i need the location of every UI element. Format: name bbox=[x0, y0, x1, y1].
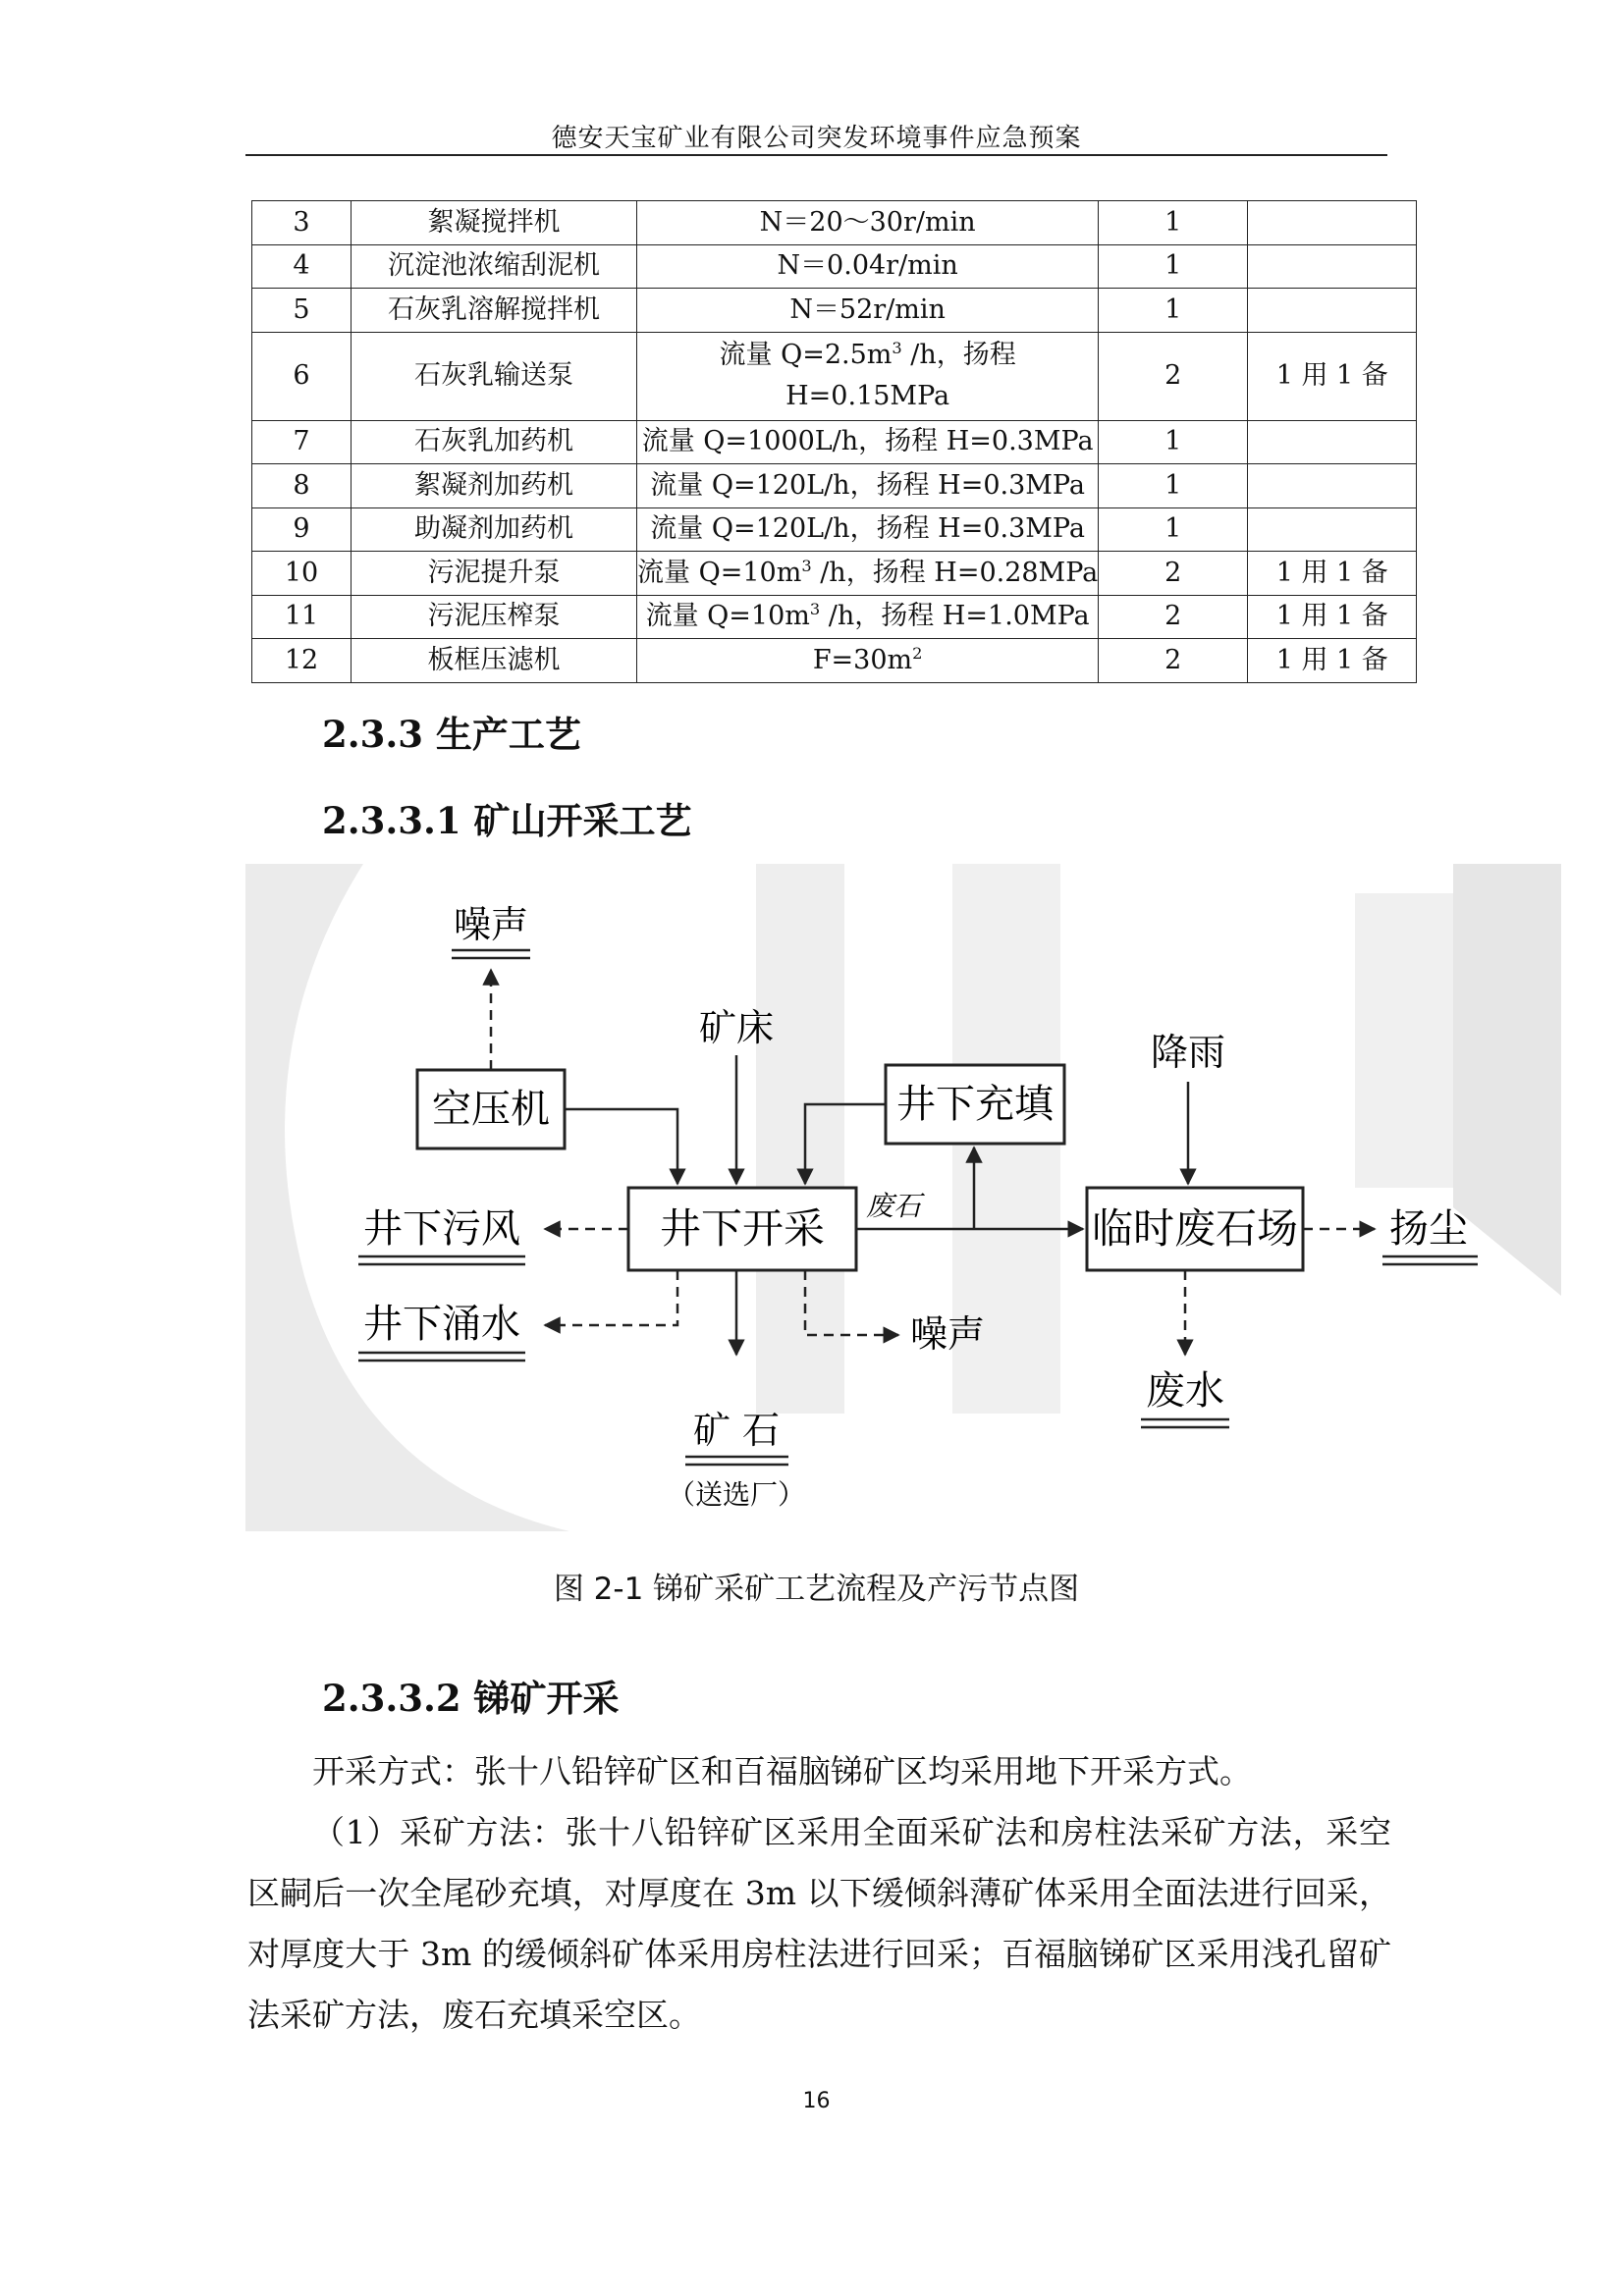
row-note: 1 用 1 备 bbox=[1248, 639, 1417, 683]
row-spec: N＝0.04r/min bbox=[637, 244, 1099, 289]
row-qty: 1 bbox=[1099, 420, 1248, 464]
spec-text: 流量 Q=2.5m bbox=[719, 340, 893, 370]
table-row bbox=[252, 420, 1417, 464]
row-no: 4 bbox=[252, 244, 352, 289]
row-spec bbox=[637, 639, 1099, 683]
row-no: 9 bbox=[252, 507, 352, 552]
row-note bbox=[1248, 289, 1417, 333]
row-qty: 2 bbox=[1099, 552, 1248, 596]
spec-superscript: 2 bbox=[912, 643, 923, 663]
spec-text: /h，扬程 H=1.0MPa bbox=[820, 601, 1090, 632]
spec-text: 流量 Q=10m bbox=[637, 557, 802, 588]
row-qty: 1 bbox=[1099, 201, 1248, 245]
row-spec bbox=[637, 332, 1099, 420]
row-no: 8 bbox=[252, 464, 352, 508]
row-spec: N＝52r/min bbox=[637, 289, 1099, 333]
spec-text: /h，扬程 H=0.28MPa bbox=[811, 557, 1099, 588]
noise-bottom-label: 噪声 bbox=[909, 1312, 986, 1356]
table-row bbox=[252, 332, 1417, 420]
page-number: 16 bbox=[802, 2089, 831, 2113]
ore-label: 矿 石 bbox=[692, 1409, 781, 1452]
table-row bbox=[252, 464, 1417, 508]
row-no: 11 bbox=[252, 595, 352, 639]
paragraph: （1）采矿方法：张十八铅锌矿区采用全面采矿法和房柱法采矿方法，采空区嗣后一次全尾砂充填，对厚度在 3m 以下缓倾斜薄矿体采用全面法进行回采，对厚度大于 3m 的缓倾斜矿体采用房柱法进行回采；百福脑锑矿区采用浅孔留矿法采矿方法，废石充填采空区。 bbox=[247, 1813, 1391, 2034]
row-spec bbox=[637, 595, 1099, 639]
row-spec bbox=[637, 552, 1099, 596]
table-row bbox=[252, 639, 1417, 683]
row-name: 絮凝剂加药机 bbox=[352, 464, 637, 508]
row-name: 絮凝搅拌机 bbox=[352, 201, 637, 245]
table-row bbox=[252, 201, 1417, 245]
row-no: 10 bbox=[252, 552, 352, 596]
section-heading: 2.3.3 生产工艺 bbox=[322, 713, 581, 756]
spec-superscript: 3 bbox=[892, 339, 902, 357]
row-note: 1 用 1 备 bbox=[1248, 552, 1417, 596]
row-name: 沉淀池浓缩刮泥机 bbox=[352, 244, 637, 289]
row-note bbox=[1248, 420, 1417, 464]
row-note: 1 用 1 备 bbox=[1248, 332, 1417, 420]
row-note bbox=[1248, 464, 1417, 508]
to-plant-label: （送选厂） bbox=[667, 1478, 806, 1511]
row-no: 3 bbox=[252, 201, 352, 245]
page-header: 德安天宝矿业有限公司突发环境事件应急预案 bbox=[551, 124, 1082, 153]
table-row bbox=[252, 289, 1417, 333]
row-name: 助凝剂加药机 bbox=[352, 507, 637, 552]
table-row bbox=[252, 507, 1417, 552]
subsection-heading: 2.3.3.2 锑矿开采 bbox=[322, 1677, 620, 1720]
row-note bbox=[1248, 244, 1417, 289]
row-qty: 2 bbox=[1099, 595, 1248, 639]
row-qty: 2 bbox=[1099, 639, 1248, 683]
dust-label: 扬尘 bbox=[1389, 1206, 1468, 1252]
table-row bbox=[252, 552, 1417, 596]
spec-superscript: 3 bbox=[801, 556, 812, 575]
equipment-table bbox=[251, 200, 1417, 683]
spec-superscript: 3 bbox=[809, 600, 821, 619]
row-no: 7 bbox=[252, 420, 352, 464]
row-spec: 流量 Q=120L/h，扬程 H=0.3MPa bbox=[637, 507, 1099, 552]
row-name: 污泥提升泵 bbox=[352, 552, 637, 596]
row-note bbox=[1248, 507, 1417, 552]
underground-mining-label: 井下开采 bbox=[659, 1204, 826, 1253]
row-note bbox=[1248, 201, 1417, 245]
row-note: 1 用 1 备 bbox=[1248, 595, 1417, 639]
noise-top-label: 噪声 bbox=[453, 903, 529, 946]
row-qty: 1 bbox=[1099, 289, 1248, 333]
row-name: 污泥压榨泵 bbox=[352, 595, 637, 639]
table-row bbox=[252, 595, 1417, 639]
spec-text: F=30m bbox=[812, 644, 913, 675]
row-spec: 流量 Q=1000L/h，扬程 H=0.3MPa bbox=[637, 420, 1099, 464]
row-qty: 1 bbox=[1099, 244, 1248, 289]
row-qty: 2 bbox=[1099, 332, 1248, 420]
ore-bed-label: 矿床 bbox=[698, 1006, 775, 1049]
row-spec: N＝20～30r/min bbox=[637, 201, 1099, 245]
foul-air-label: 井下污风 bbox=[363, 1206, 520, 1252]
row-name: 石灰乳输送泵 bbox=[352, 332, 637, 420]
subsection-heading: 2.3.3.1 矿山开采工艺 bbox=[322, 799, 692, 842]
water-inflow-label: 井下涌水 bbox=[363, 1302, 520, 1347]
waste-rock-label: 废石 bbox=[865, 1190, 922, 1222]
spec-text: H=0.15MPa bbox=[785, 381, 950, 411]
temp-waste-yard-label: 临时废石场 bbox=[1091, 1204, 1299, 1253]
row-name: 石灰乳溶解搅拌机 bbox=[352, 289, 637, 333]
row-spec: 流量 Q=120L/h，扬程 H=0.3MPa bbox=[637, 464, 1099, 508]
row-no: 5 bbox=[252, 289, 352, 333]
row-name: 板框压滤机 bbox=[352, 639, 637, 683]
waste-water-label: 废水 bbox=[1146, 1368, 1224, 1414]
spec-text: 流量 Q=10m bbox=[645, 601, 810, 632]
row-no: 12 bbox=[252, 639, 352, 683]
table-row bbox=[252, 244, 1417, 289]
spec-text: /h，扬程 bbox=[901, 340, 1016, 370]
rain-label: 降雨 bbox=[1150, 1031, 1226, 1074]
row-qty: 1 bbox=[1099, 464, 1248, 508]
row-qty: 1 bbox=[1099, 507, 1248, 552]
paragraph: 开采方式：张十八铅锌矿区和百福脑锑矿区均采用地下开采方式。 bbox=[312, 1752, 1252, 1790]
figure-caption: 图 2-1 锑矿采矿工艺流程及产污节点图 bbox=[553, 1572, 1080, 1607]
row-name: 石灰乳加药机 bbox=[352, 420, 637, 464]
mining-process-diagram bbox=[245, 854, 1561, 1541]
underground-fill-label: 井下充填 bbox=[896, 1082, 1054, 1127]
row-no: 6 bbox=[252, 332, 352, 420]
air-compressor-label: 空压机 bbox=[432, 1087, 550, 1132]
header-rule bbox=[245, 154, 1387, 156]
